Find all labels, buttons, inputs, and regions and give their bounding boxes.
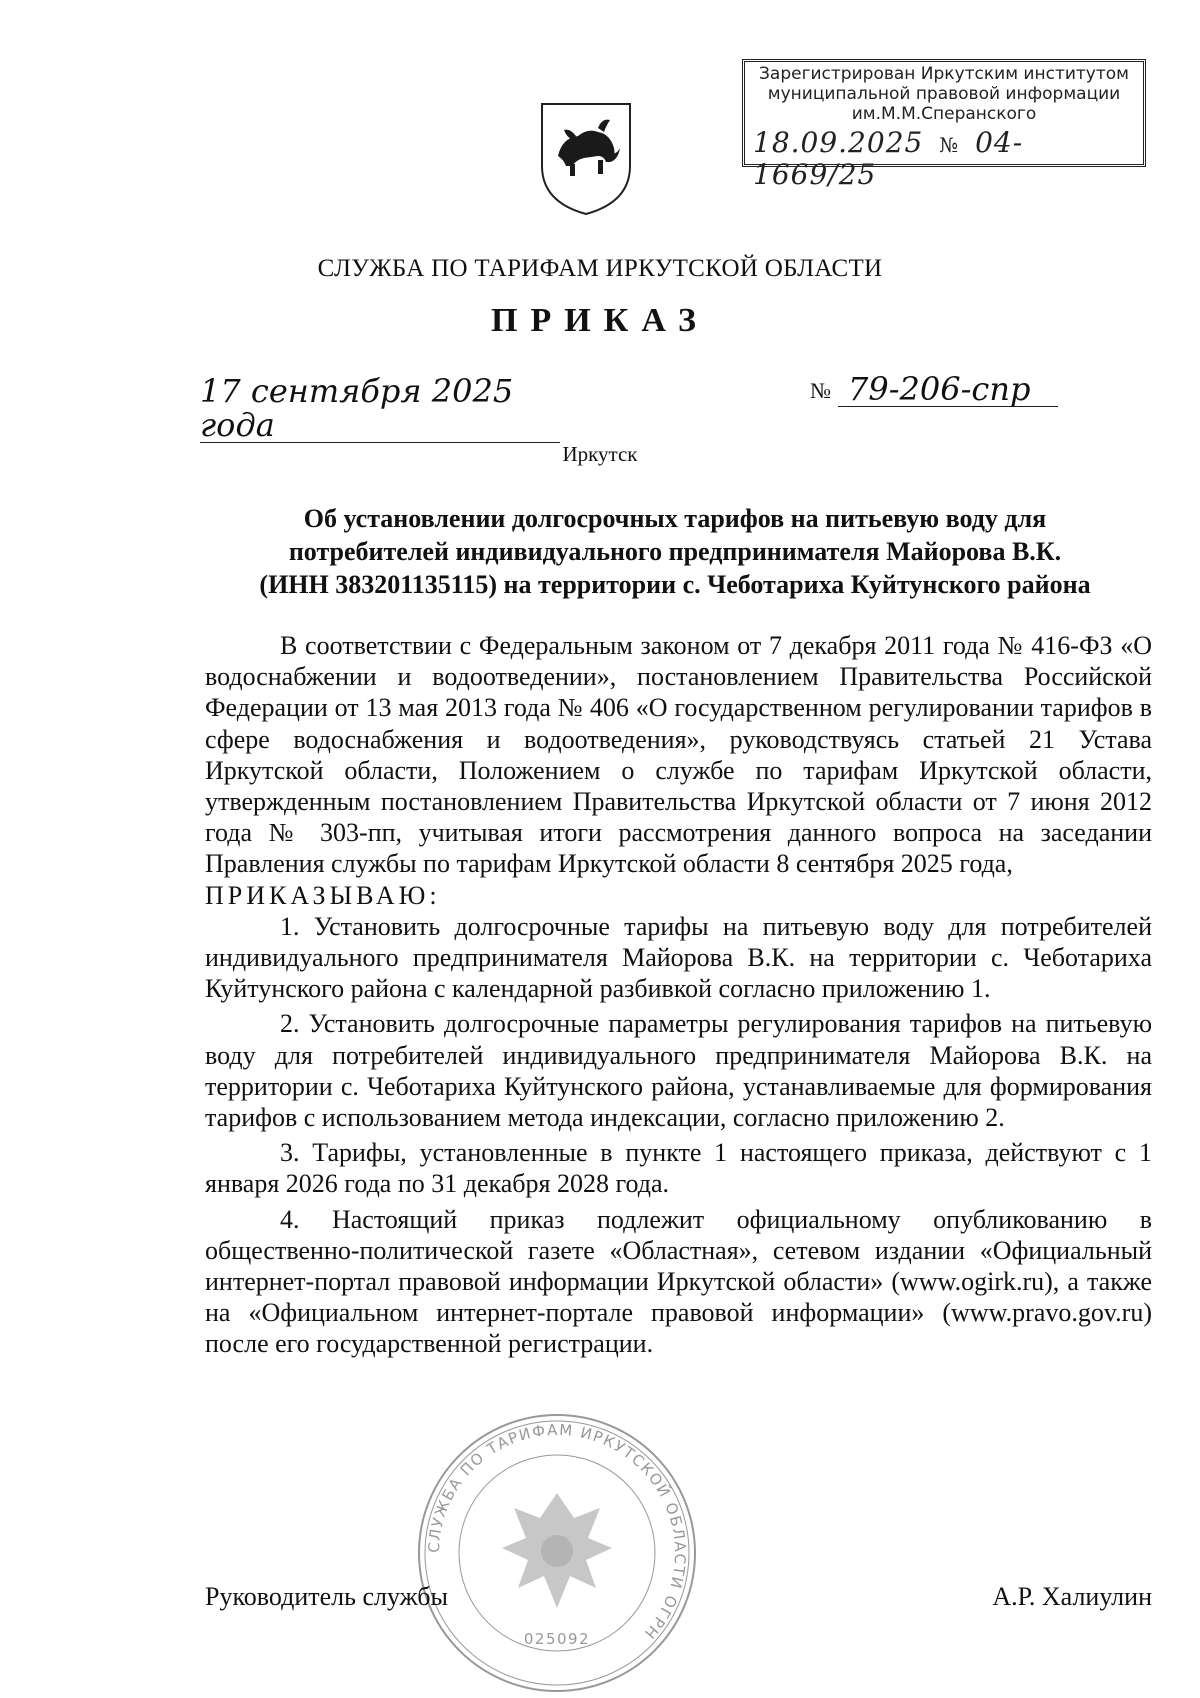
official-seal xyxy=(402,1408,712,1698)
order-item-4: 4. Настоящий приказ подлежит официальному опубликованию в общественно-политической газете «Областная», сетевом издании «Официальный интернет-портал правовой информации Иркутской области» (www.ogirk.ru), а также на «Официальном интернет-портале правовой информации» (www.pravo.gov.ru) после его государственной регистрации. xyxy=(205,1204,1152,1359)
coat-of-arms-emblem xyxy=(536,98,636,218)
title-line-2: потребителей индивидуального предпринимателя Майорова В.К. xyxy=(288,537,1062,566)
preamble-paragraph: В соответствии с Федеральным законом от 7 декабря 2011 года № 416-ФЗ «О водоснабжении и водоотведении», постановлением Правительства Российской Федерации от 13 мая 2013 года № 406 «О государственном регулировании тарифов в сфере водоснабжения и водоотведения», руководствуясь статьей 21 Устава Иркутской области, Положением о службе по тарифам Иркутской области, утвержденным постановлением Правительства Иркутской области от 7 июня 2012 года № 303-пп, учитывая итоги рассмотрения данного вопроса на заседании Правления службы по тарифам Иркутской области 8 сентября 2025 года, xyxy=(205,631,1152,879)
handwritten-date: 17 сентября 2025 года xyxy=(200,374,560,443)
registration-stamp-handwriting xyxy=(753,128,1141,190)
registration-stamp-line-2: муниципальной правовой информации xyxy=(767,84,1121,104)
registration-number: 04-1669/25 xyxy=(753,126,1024,191)
document-type: ПРИКАЗ xyxy=(491,302,709,339)
title-line-1: Об установлении долгосрочных тарифов на питьевую воду для xyxy=(303,504,1047,533)
order-item-3: 3. Тарифы, установленные в пункте 1 настоящего приказа, действуют с 1 января 2026 года по 31 декабря 2028 года. xyxy=(205,1138,1152,1199)
registration-stamp-line-3: им.М.М.Сперанского xyxy=(851,104,1037,124)
order-item-1: 1. Установить долгосрочные тарифы на питьевую воду для потребителей индивидуального предпринимателя Майорова В.К. на территории с. Чеботариха Куйтунского района с календарной разбивкой согласно приложению 1. xyxy=(205,911,1152,1004)
order-number-label: № xyxy=(810,378,831,403)
signatory-role: Руководитель службы xyxy=(205,1582,448,1611)
order-word: ПРИКАЗЫВАЮ: xyxy=(205,880,441,910)
document-title xyxy=(200,502,1150,601)
order-item-2: 2. Установить долгосрочные параметры регулирования тарифов на питьевую воду для потребителей индивидуального предпринимателя Майорова В.К. на территории с. Чеботариха Куйтунского района, устанавливаемые для формирования тарифов с использованием метода индексации, согласно приложению 2. xyxy=(205,1009,1152,1133)
city-name: Иркутск xyxy=(562,442,638,466)
handwritten-order-number: 79-206-спр xyxy=(838,372,1058,407)
seal-number: 025092 xyxy=(523,1630,591,1648)
registration-date: 18.09.2025 xyxy=(753,126,924,159)
registration-number-label: № xyxy=(939,133,960,157)
registration-stamp xyxy=(742,59,1146,191)
seal-eagle xyxy=(502,1493,612,1608)
document-body xyxy=(205,630,1152,1360)
agency-name: СЛУЖБА ПО ТАРИФАМ ИРКУТСКОЙ ОБЛАСТИ xyxy=(317,255,883,282)
registration-stamp-line-1: Зарегистрирован Иркутским институтом xyxy=(759,64,1129,84)
signatory-name: А.Р. Халиулин xyxy=(992,1582,1152,1611)
title-line-3: (ИНН 383201135115) на территории с. Чеботариха Куйтунского района xyxy=(259,570,1091,599)
seal-ring-text: СЛУЖБА ПО ТАРИФАМ ИРКУТСКОЙ ОБЛАСТИ ОГРН xyxy=(424,1420,690,1644)
